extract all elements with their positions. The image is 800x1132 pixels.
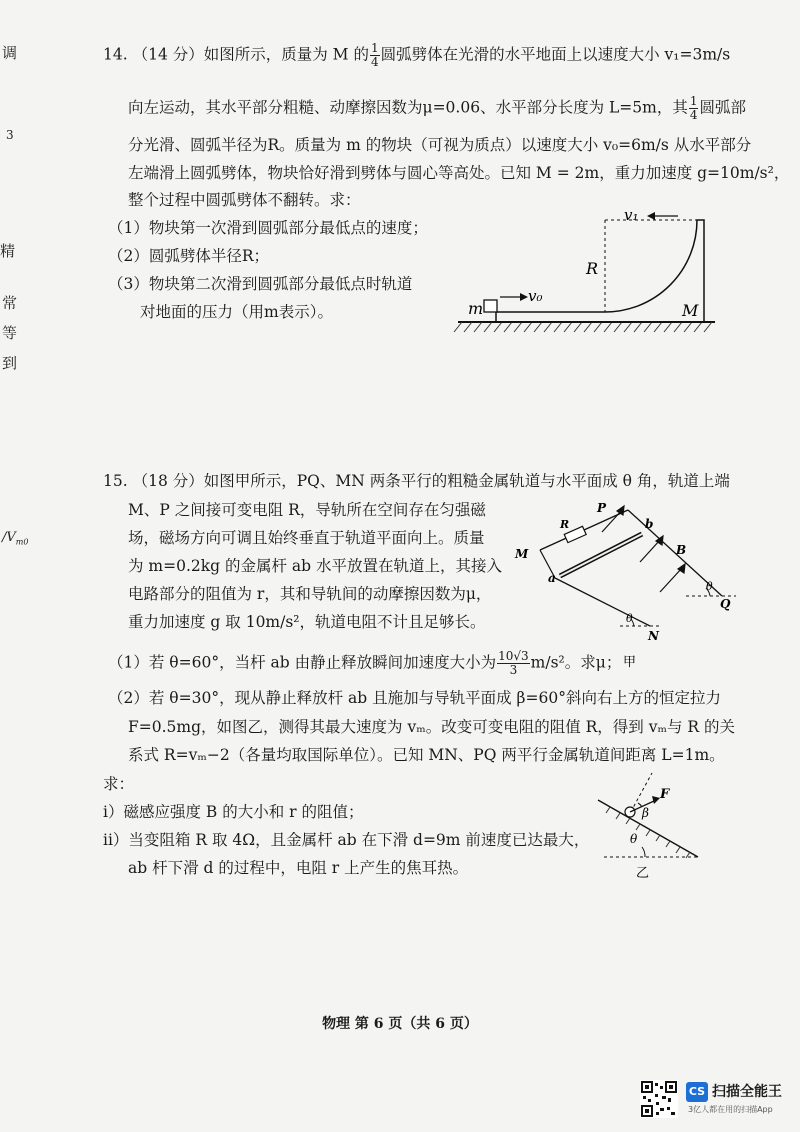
qr-code-icon <box>640 1080 678 1118</box>
jia-label-b: b <box>645 517 654 531</box>
camscanner-tagline: 3亿人都在用的扫描App <box>688 1105 773 1114</box>
jia-label-R: R <box>560 518 570 531</box>
yi-caption: 乙 <box>636 866 650 881</box>
q15-sub-ii-b: ab 杆下滑 d 的过程中，电阻 r 上产生的焦耳热。 <box>128 859 469 877</box>
edge-char-1: 调 <box>2 44 18 62</box>
q15-line-6: 重力加速度 g 取 10m/s²，轨道电阻不计且足够长。 <box>128 613 486 631</box>
yi-label-theta: θ <box>630 832 638 846</box>
q14-subq-3b: 对地面的压力（用m表示）。 <box>140 303 333 321</box>
edge-char-6: 到 <box>2 354 18 372</box>
jia-caption: 甲 <box>623 655 637 670</box>
q14-fig-M: M <box>682 301 699 320</box>
q14-wedge-figure <box>440 200 740 350</box>
edge-char-5: 等 <box>2 324 18 342</box>
q14-subq-3a: （3）物块第二次滑到圆弧部分最低点时轨道 <box>108 275 413 293</box>
q15-line-1: 15. （18 分）如图甲所示，PQ、MN 两条平行的粗糙金属轨道与水平面成 θ 角，轨道上端 <box>103 472 730 490</box>
jia-label-B: B <box>676 543 687 557</box>
edge-char-3: 精 <box>0 242 16 260</box>
q14-line-5: 整个过程中圆弧劈体不翻转。求： <box>128 191 361 209</box>
yi-label-beta: β <box>642 806 649 820</box>
q14-line-4: 左端滑上圆弧劈体，物块恰好滑到劈体与圆心等高处。已知 M = 2m，重力加速度 g=10m/s²， <box>128 164 790 182</box>
q14-fraction-2: $\frac{1}{4}$ <box>689 94 698 122</box>
q14-fig-R: R <box>586 259 599 278</box>
q15-subq-2a: （2）若 θ=30°，现从静止释放杆 ab 且施加与导轨平面成 β=60°斜向右上方的恒定拉力 <box>108 689 721 707</box>
q15-figure-jia <box>510 500 750 680</box>
q14-line-2: 向左运动，其水平部分粗糙、动摩擦因数为μ=0.06、水平部分长度为 L=5m，其 $\frac{1}{4}$ 圆弧部 <box>128 94 746 122</box>
jia-label-N: N <box>648 629 659 643</box>
camscanner-logo: CS <box>686 1082 708 1102</box>
q15-line-3: 场，磁场方向可调且始终垂直于轨道平面向上。质量 <box>128 529 485 547</box>
q15-line-5: 电路部分的阻值为 r，其和导轨间的动摩擦因数为μ， <box>128 585 492 603</box>
q14-line-1: 14. （14 分）如图所示，质量为 M 的 $\frac{1}{4}$ 圆弧劈体在光滑的水平地面上以速度大小 v₁=3m/s <box>103 41 731 69</box>
q14-subq-2: （2）圆弧劈体半径R； <box>108 247 270 265</box>
q15-sub-ii-a: ii）当变阻箱 R 取 4Ω，且金属杆 ab 在下滑 d=9m 前速度已达最大， <box>103 831 590 849</box>
jia-label-a: a <box>548 571 556 585</box>
q14-fig-v0: v₀ <box>528 287 543 305</box>
page-footer: 物理 第 6 页（共 6 页） <box>322 1016 478 1032</box>
jia-label-theta-2: θ <box>626 612 633 625</box>
q15-ask: 求： <box>103 775 135 793</box>
q14-fig-v1: v₁ <box>624 206 639 224</box>
q15-subq-2c: 系式 R=vₘ−2（各量均取国际单位）。已知 MN、PQ 两平行金属轨道间距离 L=1m。 <box>128 746 725 764</box>
q15-sub-i: i）磁感应强度 B 的大小和 r 的阻值； <box>103 803 364 821</box>
jia-label-M: M <box>515 547 529 561</box>
jia-label-P: P <box>597 501 607 515</box>
q14-subq-1: （1）物块第一次滑到圆弧部分最低点的速度； <box>108 219 428 237</box>
q15-subq-2b: F=0.5mg，如图乙，测得其最大速度为 vₘ。改变可变电阻的阻值 R，得到 vₘ与 R 的关 <box>128 718 736 736</box>
jia-label-theta-1: θ <box>706 580 713 593</box>
q15-line-4: 为 m=0.2kg 的金属杆 ab 水平放置在轨道上，其接入 <box>128 557 503 575</box>
q14-line-3: 分光滑、圆弧半径为R。质量为 m 的物块（可视为质点）以速度大小 v₀=6m/s 从水平部分 <box>128 136 752 154</box>
camscanner-name: 扫描全能王 <box>712 1084 782 1100</box>
q15-figure-yi <box>590 765 710 885</box>
q15-subq-1: （1）若 θ=60°，当杆 ab 由静止释放瞬间加速度大小为 $\frac{10√3}{3}$ m/s²。求μ； <box>108 649 622 677</box>
q15-fraction: $\frac{10√3}{3}$ <box>498 649 529 677</box>
q15-line-2: M、P 之间接可变电阻 R，导轨所在空间存在匀强磁 <box>128 501 486 519</box>
yi-label-F: F <box>660 787 670 802</box>
edge-char-4: 常 <box>2 294 18 312</box>
edge-char-2: 3 <box>6 128 14 142</box>
q14-fig-m: m <box>468 299 484 318</box>
q14-fraction-1: $\frac{1}{4}$ <box>370 41 379 69</box>
edge-char-7: $/V_{m0}$ <box>2 530 29 547</box>
jia-label-Q: Q <box>720 597 731 611</box>
